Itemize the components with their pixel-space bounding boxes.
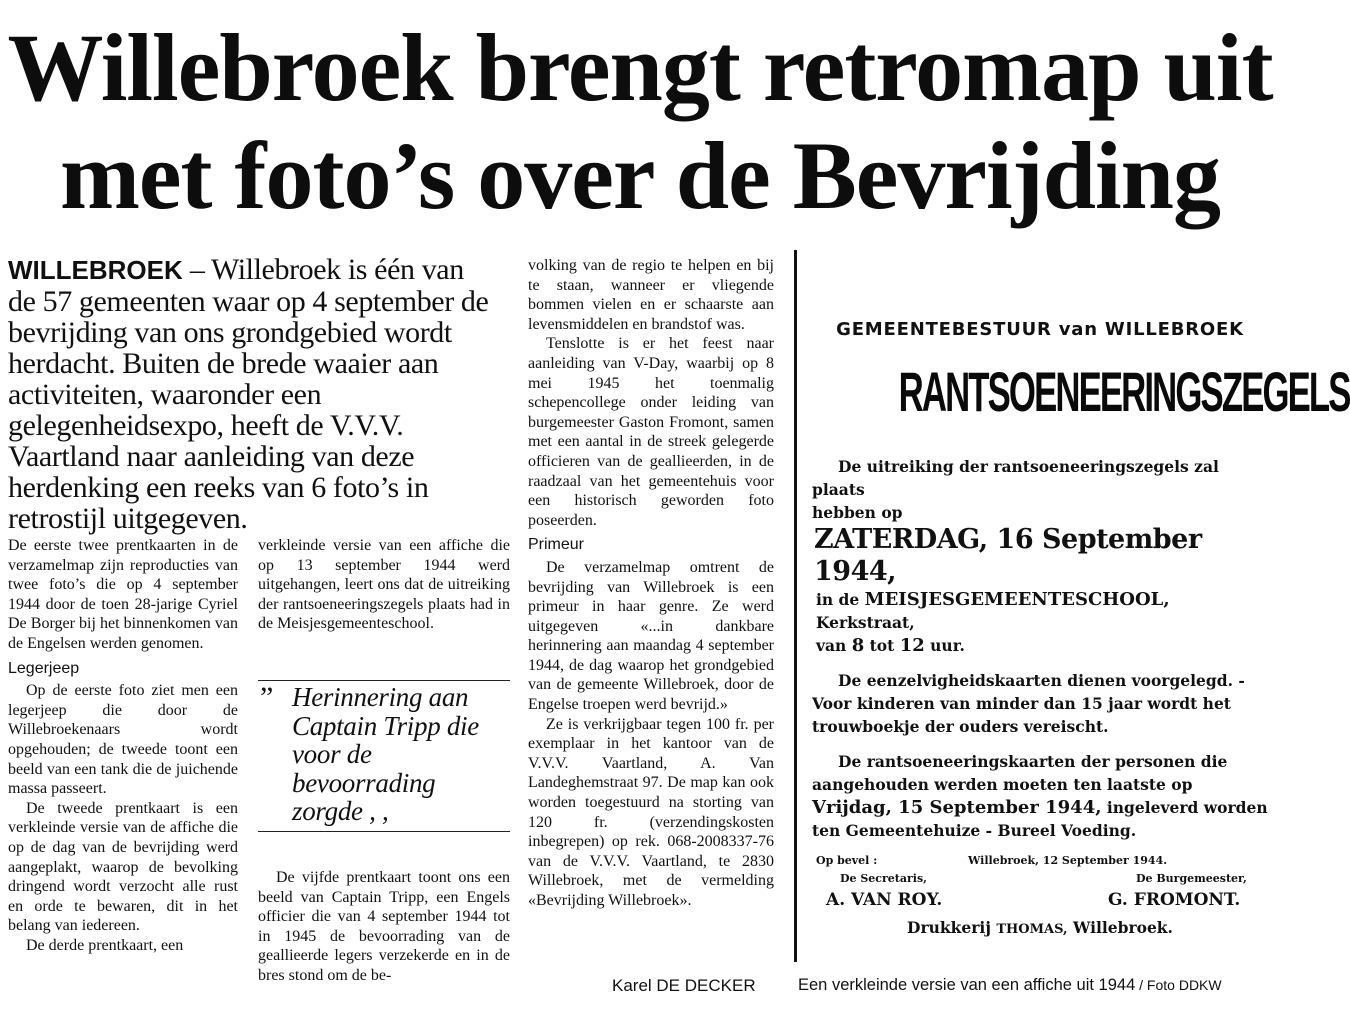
poster-date: ZATERDAG, 16 September 1944, [814,524,1202,587]
dateline-dash: – [182,253,212,286]
headline-line-1: Willebroek brengt retromap uit [7,14,1273,121]
poster-detained-end: ingeleverd worden ten Gemeentehuize - Bureel Voeding. [812,798,1268,840]
poster-detained [812,750,1268,842]
headline-line-2: met foto’s over de Bevrijding [59,122,1221,229]
pull-quote [258,680,510,832]
poster-place-school: MEISJESGEMEENTESCHOOL, [864,589,1170,610]
subhead-legerjeep: Legerjeep [8,659,80,677]
article-column-2-bottom [258,868,510,986]
poster-time-from: 8 [851,635,865,656]
poster-printer [812,916,1268,941]
byline: Karel DE DECKER [612,976,756,995]
poster-place-street: Kerkstraat, [816,613,915,632]
poster-title: RANTSOENEERINGSZEGELS [898,360,1350,423]
quote-mark: ” [260,681,274,714]
poster-intro-line-2: hebben op [812,503,903,522]
poster-order-label: Op bevel : [816,854,878,867]
poster-border-rule [794,250,797,962]
image-caption [798,976,1222,995]
column2-paragraph-2: De vijfde prentkaart toont ons een beeld van Captain Tripp, een Engels officier die van 4 september 1944 tot in 1945 de bevoorrading van de geallieerde legers verzekerde en in de bres stond om de be- [258,869,510,984]
column3-paragraph-1: volking van de regio te helpen en bij te staan, wanneer er vliegende bommen vielen en er schaarste aan levensmiddelen en brandstof was. [528,257,774,333]
poster-signatory-names [812,890,1268,916]
poster-id-cards: De eenzelvigheidskaarten dienen voorgelegd. - Voor kinderen van minder dan 15 jaar wordt het trouwboekje der ouders vereischt. [812,671,1245,736]
poster-mayor-label: De Burgemeester, [1136,872,1247,885]
headline [0,14,1280,230]
poster-spacer [812,738,1268,750]
poster-spacer [812,657,1268,669]
dateline: WILLEBROEK [8,255,183,285]
poster-time-prefix: van [816,636,852,655]
column3-paragraph-4: Ze is verkrijgbaar tegen 100 fr. per exemplaar in het kantoor van de V.V.V. Vaartland, A. Van Landeghemstraat 97. De map kan ook worden toegestuurd na storting van 120 fr. (verzendingskosten inbegrepen) op rek. 068-2008337-76 van de V.V.V. Vaartland, te 2830 Willebroek, met de vermelding «Bevrijding Willebroek». [528,715,774,909]
poster-secretary-name: A. VAN ROY. [826,890,943,910]
subhead-primeur: Primeur [528,536,585,554]
lead-text: Willebroek is één van de 57 gemeenten waar op 4 september de bevrijding van ons grondgebied wordt herdacht. Buiten de brede waaier aan activiteiten, waaronder een gelegenheidsexpo, heeft de V.V.V. Vaartland naar aanleiding van deze herdenking een reeks van 6 foto’s in retrostijl uitgegeven. [8,253,489,535]
poster-place [812,588,1268,634]
poster-affiche [812,318,1350,941]
poster-mayor-name: G. FROMONT. [1108,890,1241,910]
poster-authority: GEMEENTEBESTUUR van WILLEBROEK [836,319,1244,340]
poster-detained-start: De rantsoeneeringskaarten der personen die aangehouden werden moeten ten laatste op [812,752,1228,794]
poster-detained-date: Vrijdag, 15 September 1944, [812,797,1102,818]
column1-paragraph-1: De eerste twee prentkaarten in de verzamelmap zijn reproducties van twee foto’s die op 4 september 1944 door de toen 28-jarige Cyriel De Borger bij het binnenkomen van de Engelsen werden genomen. [8,537,238,652]
article-column-3 [528,256,774,911]
article-column-1 [8,536,238,955]
column1-paragraph-2: Op de eerste foto ziet men een legerjeep die door de Willebroekenaars wordt opgehouden; de tweede toont een beeld van een tank die de juichende massa passeert. [8,682,238,798]
caption-credit: / Foto DDKW [1135,977,1222,993]
poster-printer-name: THOMAS, [996,922,1068,937]
poster-order-row [812,854,1268,872]
column1-paragraph-4: De derde prentkaart, een [26,936,184,954]
poster-place-prefix: in de [816,590,865,609]
column3-paragraph-2: Tenslotte is er het feest naar aanleiding van V-Day, waarbij op 8 mei 1945 het toenmalig schepencollege onder leiding van burgemeester Gaston Fromont, samen met een aantal in de streek gelegerde officieren van de geallieerden, in de raadzaal van het gemeentehuis voor een historisch geworden foto poseerden. [528,335,774,529]
poster-time-suffix: uur. [924,636,965,655]
caption-text: Een verkleinde versie van een affiche uit 1944 [798,976,1136,994]
pull-quote-text: Herinnering aan Captain Tripp die voor de bevoorrading zorgde , , [292,682,479,826]
poster-spacer [812,842,1268,854]
column3-paragraph-3: De verzamelmap omtrent de bevrijding van Willebroek is een primeur in haar genre. Ze werd uitgegeven «...in dankbare herinnering aan maandag 4 september 1944, de dag waarop het grondgebied van de gemeente Willebroek, door de Engelse troepen werd bevrijd.» [528,558,774,714]
column2-paragraph-1: verkleinde versie van een affiche die op 13 september 1944 werd uitgehangen, leert ons dat de uitreiking der rantsoeneeringszegels plaats had in de Meisjesgemeenteschool. [258,537,510,633]
poster-printer-prefix: Drukkerij [907,918,997,937]
poster-place-date: Willebroek, 12 September 1944. [968,854,1168,867]
poster-printer-place: Willebroek. [1067,918,1173,937]
poster-signatory-labels [812,872,1268,890]
poster-secretary-label: De Secretaris, [840,872,928,885]
poster-time-to: 12 [899,635,925,656]
poster-intro-line-1: De uitreiking der rantsoeneeringszegels zal plaats [812,457,1219,499]
lead-paragraph [8,254,494,534]
poster-time [812,634,1268,657]
column1-paragraph-3: De tweede prentkaart is een verkleinde versie van de affiche die op de dag van de bevrijding werd aangeplakt, waarop de bevolking dringend wordt verzocht alle rust en orde te bewaren, dit in het belang van iedereen. [8,799,238,935]
article-column-2-top [258,536,510,634]
poster-time-mid: tot [864,636,900,655]
